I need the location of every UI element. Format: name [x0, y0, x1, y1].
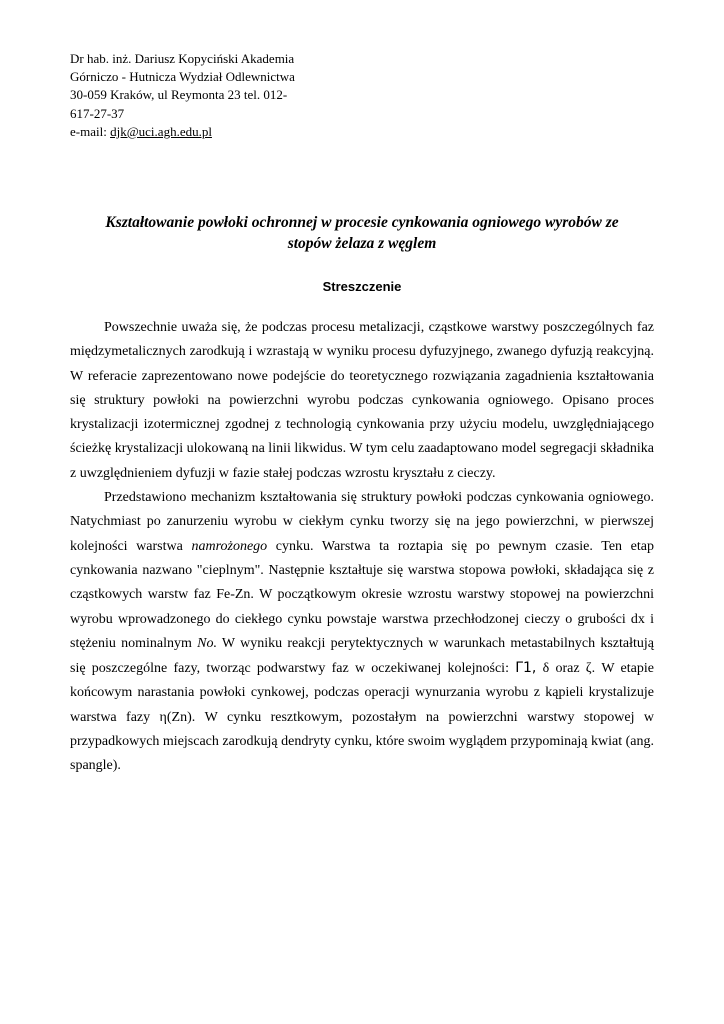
phone-line: 617-27-37 [70, 105, 125, 121]
abstract-body [70, 316, 654, 779]
abstract-heading: Streszczenie [322, 279, 402, 294]
address-line: 30-059 Kraków, ul Reymonta 23 tel. 012- [70, 87, 288, 103]
paragraph-text: cynku. Warstwa ta roztapia się po pewnym czasie. Ten etap cynkowania nazwano "cieplnym". Następnie kształtuje się warstwa stopowa powłoki, składająca się z cząstkowych warstw faz Fe-Zn. W początkowym okresie wzrostu warstwy stopowej na powierzchni wyrobu wprowadzonego do ciekłego cynku powstaje warstwa przechłodzonej cieczy o grubości dx i stężeniu nominalnym [70, 538, 654, 651]
email-line [70, 123, 315, 141]
abstract-paragraph-2 [70, 486, 654, 779]
email-link[interactable]: djk@uci.agh.edu.pl [110, 123, 212, 139]
italic-symbol: No. [197, 635, 217, 651]
italic-term: namrożonego [191, 538, 268, 554]
affiliation-line: Górniczo - Hutnicza Wydział Odlewnictwa [70, 69, 295, 85]
author-affiliation-block [70, 50, 315, 141]
paragraph-text: Przedstawiono mechanizm kształtowania się struktury powłoki podczas cynkowania ogniowego. Natychmiast po zanurzeniu wyrobu w ciekłym cynku tworzy się na jego powierzchni, w pierwszej kolejności warstwa [70, 490, 654, 554]
title-line-1: Kształtowanie powłoki ochronnej w procesie cynkowania ogniowego wyrobów ze [105, 214, 619, 231]
paragraph-text: δ oraz ζ. W etapie końcowym narastania powłoki cynkowej, podczas operacji wynurzania wyrobu z kąpieli krystalizuje warstwa fazy η(Zn). W cynku resztkowym, pozostałym na powierzchni warstwy stopowej w przypadkowych miejscach zarodkują dendryty cynku, które swoim wyglądem przypominają kwiat (ang. spangle). [70, 661, 654, 774]
email-label: e-mail: [70, 123, 111, 139]
document-title [70, 212, 654, 254]
abstract-paragraph-1: Powszechnie uważa się, że podczas procesu metalizacji, cząstkowe warstwy poszczególnych faz międzymetalicznych zarodkują i wzrastają w wyniku procesu dyfuzyjnego, zwanego dyfuzją reakcyjną. W referacie zaprezentowano nowe podejście do teoretycznego rozwiązania zagadnienia kształtowania się struktury powłoki na powierzchni wyrobu podczas cynkowania ogniowego. Opisano proces krystalizacji izotermicznej zgodnej z technologią cynkowania przy użyciu modelu, uwzględniającego ścieżkę krystalizacji ulokowaną na linii likwidus. W tym celu zaadaptowano model segregacji składnika z uwzględnieniem dyfuzji w fazie stałej podczas wzrostu kryształu z cieczy. [70, 320, 654, 481]
title-line-2: stopów żelaza z węglem [287, 235, 437, 252]
author-line: Dr hab. inż. Dariusz Kopyciński Akademia [70, 51, 295, 66]
gamma-phase-symbol: Γ1, [515, 660, 537, 677]
paragraph-text: W wyniku reakcji perytektycznych w warunkach metastabilnych kształtują się poszczególne fazy, tworząc podwarstwy faz w oczekiwanej kolejności: [70, 635, 654, 677]
